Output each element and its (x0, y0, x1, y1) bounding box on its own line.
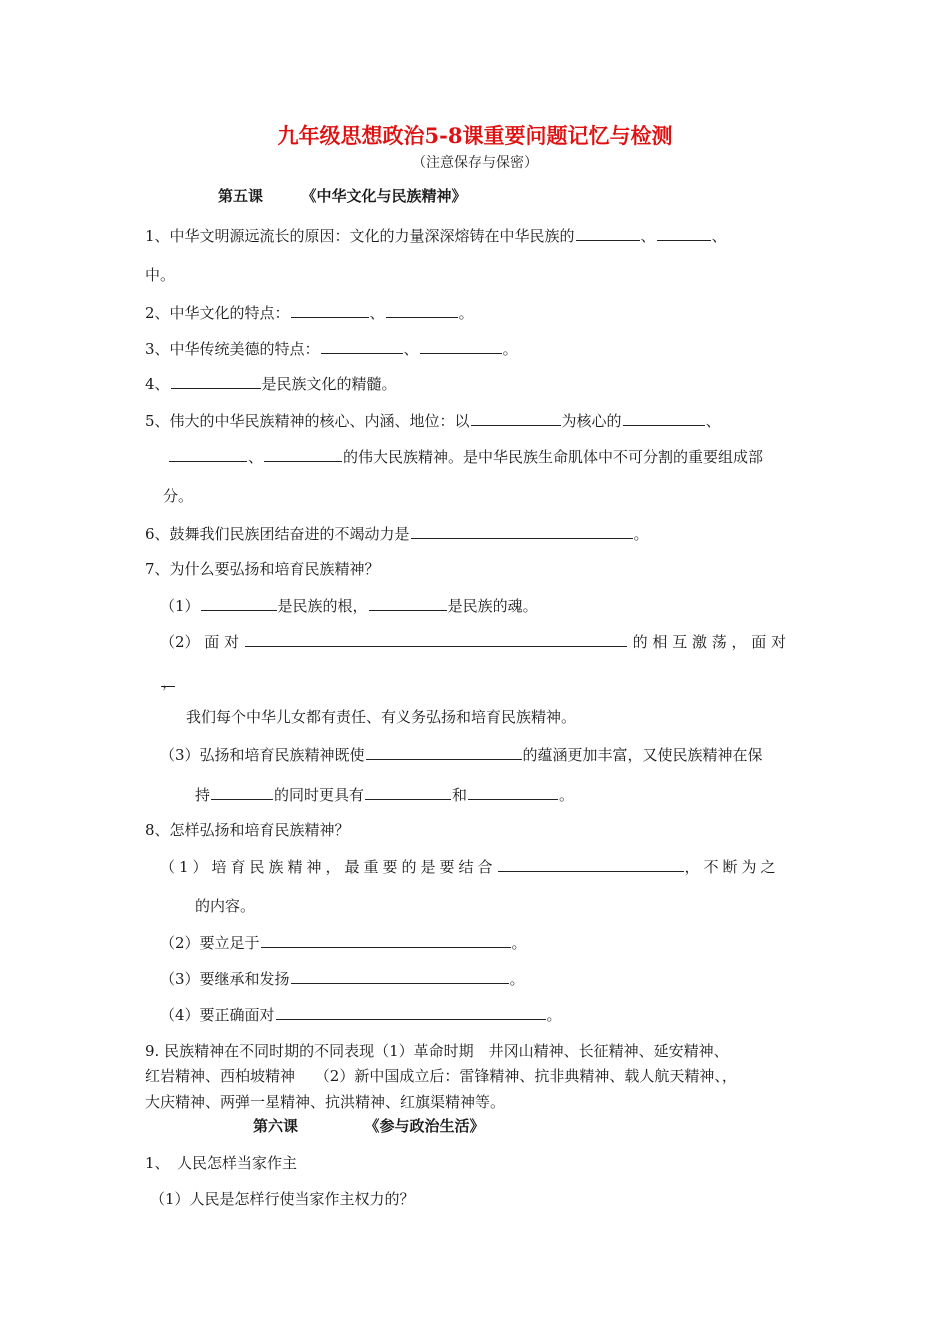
lesson6-title: 《参与政治生活》 (364, 1117, 485, 1135)
lesson6-question-1: 1、 人民怎样当家作主 (145, 1154, 298, 1172)
end-mark: 。 (511, 934, 527, 952)
lesson5-title: 《中华文化与民族精神》 (301, 187, 467, 205)
question-8-4 (160, 1004, 562, 1025)
separator: 、 (640, 227, 656, 245)
end-mark: 。 (509, 970, 525, 988)
question-4 (145, 373, 397, 394)
question-7-2 (160, 631, 786, 652)
blank (576, 225, 640, 241)
question-5 (145, 410, 721, 431)
question-5-text-b: 为核心的 (561, 412, 622, 430)
end-mark: 。 (546, 1006, 562, 1024)
question-6-text: 6、鼓舞我们民族团结奋进的不竭动力是 (145, 525, 410, 543)
question-4-text: 是民族文化的精髓。 (261, 375, 397, 393)
question-4-num: 4、 (145, 375, 170, 393)
blank (276, 1004, 546, 1020)
item-text: （1）培育民族精神，最重要的是要结合 (160, 858, 497, 876)
question-1-cont: 中。 (145, 266, 176, 284)
blank (623, 410, 705, 426)
question-1 (145, 225, 727, 246)
question-8-3 (160, 968, 525, 989)
question-7-2-cont (160, 671, 177, 692)
comma: ， (162, 673, 178, 691)
blank (420, 338, 502, 354)
question-9-line1: 9. 民族精神在不同时期的不同表现（1）革命时期 井冈山精神、长征精神、延安精神、 (145, 1042, 729, 1060)
question-2-text: 2、中华文化的特点： (145, 304, 290, 322)
blank (321, 338, 403, 354)
item-text: 和 (452, 786, 468, 804)
question-2 (145, 302, 474, 323)
blank (498, 856, 684, 872)
lesson5-number: 第五课 (218, 187, 264, 205)
question-8: 8、怎样弘扬和培育民族精神？ (145, 821, 350, 839)
blank (386, 302, 458, 318)
question-6 (145, 523, 649, 544)
question-7-3-line2 (195, 784, 574, 805)
lesson5-heading (218, 186, 467, 206)
blank (171, 373, 261, 389)
lesson6-number: 第六课 (253, 1117, 299, 1135)
blank (211, 784, 273, 800)
question-3 (145, 338, 518, 359)
question-7-1 (160, 595, 538, 616)
question-5-text-c: 的伟大民族精神。是中华民族生命肌体中不可分割的重要组成部 (343, 448, 764, 466)
document-title: 九年级思想政治5-8课重要问题记忆与检测 (277, 123, 673, 148)
separator: 、 (248, 448, 264, 466)
lesson6-heading (253, 1116, 485, 1136)
end-mark: 。 (502, 340, 518, 358)
blank (468, 784, 558, 800)
question-7-3 (160, 744, 763, 765)
question-5-text: 5、伟大的中华民族精神的核心、内涵、地位：以 (145, 412, 470, 430)
blank (291, 302, 369, 318)
blank (291, 968, 509, 984)
question-1-text: 1、中华文明源远流长的原因：文化的力量深深熔铸在中华民族的 (145, 227, 575, 245)
item-text: ，不断为之 (684, 858, 780, 876)
lesson6-question-1-1: （1）人民是怎样行使当家作主权力的？ (150, 1190, 415, 1208)
blank (261, 932, 511, 948)
question-5-line3: 分。 (163, 487, 194, 505)
item-text: （4）要正确面对 (160, 1006, 275, 1024)
item-num: （1） (160, 597, 200, 615)
blank (201, 595, 277, 611)
item-num: （2） 面 对 (160, 633, 240, 651)
question-8-1 (160, 856, 780, 877)
item-text: 的 相 互 激 荡 ， 面 对 (632, 633, 787, 651)
item-text: 是民族的根， (277, 597, 368, 615)
blank (471, 410, 561, 426)
question-7: 7、为什么要弘扬和培育民族精神？ (145, 560, 380, 578)
question-9-line3: 大庆精神、两弹一星精神、抗洪精神、红旗渠精神等。 (145, 1093, 506, 1111)
question-8-2 (160, 932, 527, 953)
separator: 、 (369, 304, 385, 322)
blank (657, 225, 711, 241)
question-7-2-line3: 我们每个中华儿女都有责任、有义务弘扬和培育民族精神。 (186, 708, 577, 726)
blank (264, 446, 342, 462)
question-5-line2 (168, 446, 763, 467)
item-text: 是民族的魂。 (447, 597, 538, 615)
item-text: 的同时更具有 (274, 786, 365, 804)
end-mark: 。 (633, 525, 649, 543)
end-mark: 。 (559, 786, 575, 804)
blank (245, 631, 627, 647)
item-text: 持 (195, 786, 211, 804)
question-9-line2: 红岩精神、西柏坡精神 （2）新中国成立后：雷锋精神、抗非典精神、载人航天精神、， (145, 1067, 737, 1085)
item-text: （3）弘扬和培育民族精神既使 (160, 746, 365, 764)
blank (369, 595, 447, 611)
end-mark: 。 (458, 304, 474, 322)
item-text: （3）要继承和发扬 (160, 970, 290, 988)
separator: 、 (705, 412, 721, 430)
blank (365, 784, 451, 800)
question-3-text: 3、中华传统美德的特点： (145, 340, 320, 358)
blank (366, 744, 522, 760)
item-text: 的蕴涵更加丰富，又使民族精神在保 (522, 746, 763, 764)
blank (411, 523, 633, 539)
item-text: （2）要立足于 (160, 934, 260, 952)
question-8-1-line2: 的内容。 (195, 897, 256, 915)
blank (169, 446, 247, 462)
document-subtitle: （注意保存与保密） (412, 155, 538, 171)
separator: 、 (711, 227, 727, 245)
separator: 、 (403, 340, 419, 358)
